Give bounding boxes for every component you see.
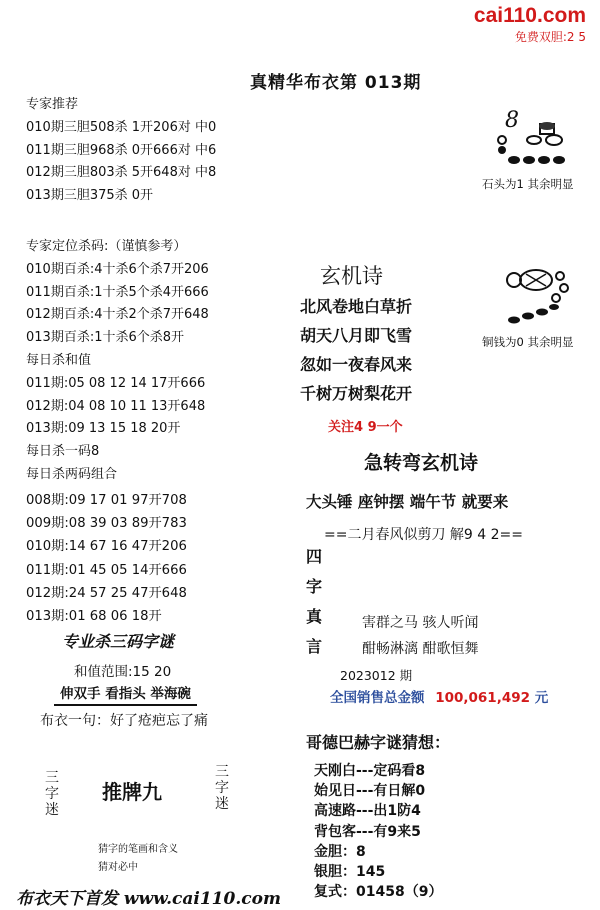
two-code-section	[26, 489, 187, 628]
two-code-heading: 每日杀两码组合	[26, 466, 118, 482]
one-kill: 每日杀一码8	[26, 444, 100, 460]
list-item: 复式：01458（9）	[314, 884, 443, 901]
list-item: 008期:09 17 01 97开708	[26, 493, 187, 508]
issue-title: 真精华布衣第 013期	[250, 73, 422, 93]
stone-caption: 石头为1 其余明显	[482, 177, 574, 191]
list-item: 012期:24 57 25 47开648	[26, 585, 187, 601]
free-tip: 免费双胆:2 5	[514, 30, 586, 44]
poem-lines	[300, 292, 412, 408]
turn-title: 急转弯玄机诗	[364, 452, 479, 474]
godel-list	[314, 761, 442, 902]
list-item: 012期三胆803杀 5开648对 中8	[26, 165, 217, 181]
list-item: 011期三胆968杀 0开666对 中6	[26, 142, 217, 158]
position-kill-heading: 专家定位杀码:（谨慎参考）	[26, 239, 187, 254]
riddle-label-right: 三字迷	[215, 764, 229, 812]
expert-section	[26, 94, 216, 208]
pai-riddle: 推牌九	[102, 780, 162, 804]
site-name: cai110.com	[473, 4, 586, 27]
sales-unit: 元	[534, 690, 549, 706]
follow-hint: 关注4 9一个	[328, 420, 403, 435]
four-word-char: 真	[305, 607, 322, 626]
poem-line: 北风卷地白草折	[300, 297, 413, 316]
expert-heading: 专家推荐	[26, 97, 79, 112]
stone-picture	[496, 110, 576, 170]
list-item: 011期:01 45 05 14开666	[26, 562, 187, 578]
coin-picture	[500, 262, 586, 328]
list-item: 013期三胆375杀 0开	[26, 188, 154, 204]
list-item: 010期三胆508杀 1开206对 中0	[26, 119, 217, 135]
poem-line: 千树万树梨花开	[300, 384, 413, 403]
poem-line: 忽如一夜春风来	[300, 355, 413, 374]
list-item: 背包客---有9来5	[314, 823, 421, 840]
four-word-char: 言	[305, 637, 322, 656]
buyi-line: 布衣一句：好了疮疤忘了痛	[40, 713, 208, 729]
list-item: 始见日---有日解0	[314, 783, 426, 800]
sum-kill-heading: 每日杀和值	[26, 352, 92, 368]
turn-line: ==二月春风似剪刀 解9 4 2==	[324, 527, 523, 543]
riddle3-phrase: 伸双手 看指头 举海碗	[54, 682, 197, 706]
sales-line	[330, 686, 548, 706]
poem-title: 玄机诗	[320, 264, 383, 288]
list-item: 013期:09 13 15 18 20开	[26, 421, 181, 437]
turn-line: 大头锤 座钟摆 端午节 就要来	[306, 493, 509, 511]
riddle-note: 猜对必中	[98, 862, 138, 873]
list-item: 009期:08 39 03 89开783	[26, 516, 187, 532]
list-item: 银胆：145	[314, 864, 386, 881]
list-item: 013期百杀:1十杀6个杀8开	[26, 330, 185, 346]
riddle3-heading: 专业杀三码字谜	[62, 632, 175, 651]
four-word-label	[304, 542, 324, 662]
four-word-row: 害群之马 骇人听闻	[362, 615, 479, 631]
four-word-char: 四	[305, 547, 322, 566]
godel-title: 哥德巴赫字谜猜想：	[306, 733, 451, 752]
list-item: 高速路---出1防4	[314, 803, 421, 820]
poem-line: 胡天八月即飞雪	[300, 326, 413, 345]
four-word-char: 字	[305, 577, 322, 596]
digit-glyph: 8	[505, 108, 519, 133]
list-item: 011期百杀:1十杀5个杀4开666	[26, 284, 209, 300]
coin-caption: 铜钱为0 其余明显	[482, 335, 574, 349]
list-item: 012期:04 08 10 11 13开648	[26, 398, 206, 414]
lottery-issue: 2023012 期	[340, 668, 413, 683]
sum-range: 和值范围:15 20	[74, 664, 172, 680]
riddle-note: 猜字的笔画和含义	[98, 844, 178, 855]
four-word-row: 酣畅淋漓 酣歌恒舞	[362, 641, 479, 657]
list-item: 天刚白---定码看8	[314, 763, 426, 779]
riddle-label-left: 三字迷	[45, 770, 59, 818]
position-kill-section	[26, 236, 209, 487]
list-item: 013期:01 68 06 18开	[26, 608, 162, 624]
sales-value: 100,061,492	[435, 690, 530, 706]
list-item: 010期:14 67 16 47开206	[26, 539, 187, 555]
footer-slogan: 布衣天下首发 www.cai110.com	[16, 889, 281, 909]
sales-label: 全国销售总金额	[330, 690, 425, 706]
list-item: 011期:05 08 12 14 17开666	[26, 375, 206, 391]
list-item: 012期百杀:4十杀2个杀7开648	[26, 307, 209, 323]
list-item: 010期百杀:4十杀6个杀7开206	[26, 261, 209, 277]
list-item: 金胆：8	[314, 843, 366, 860]
